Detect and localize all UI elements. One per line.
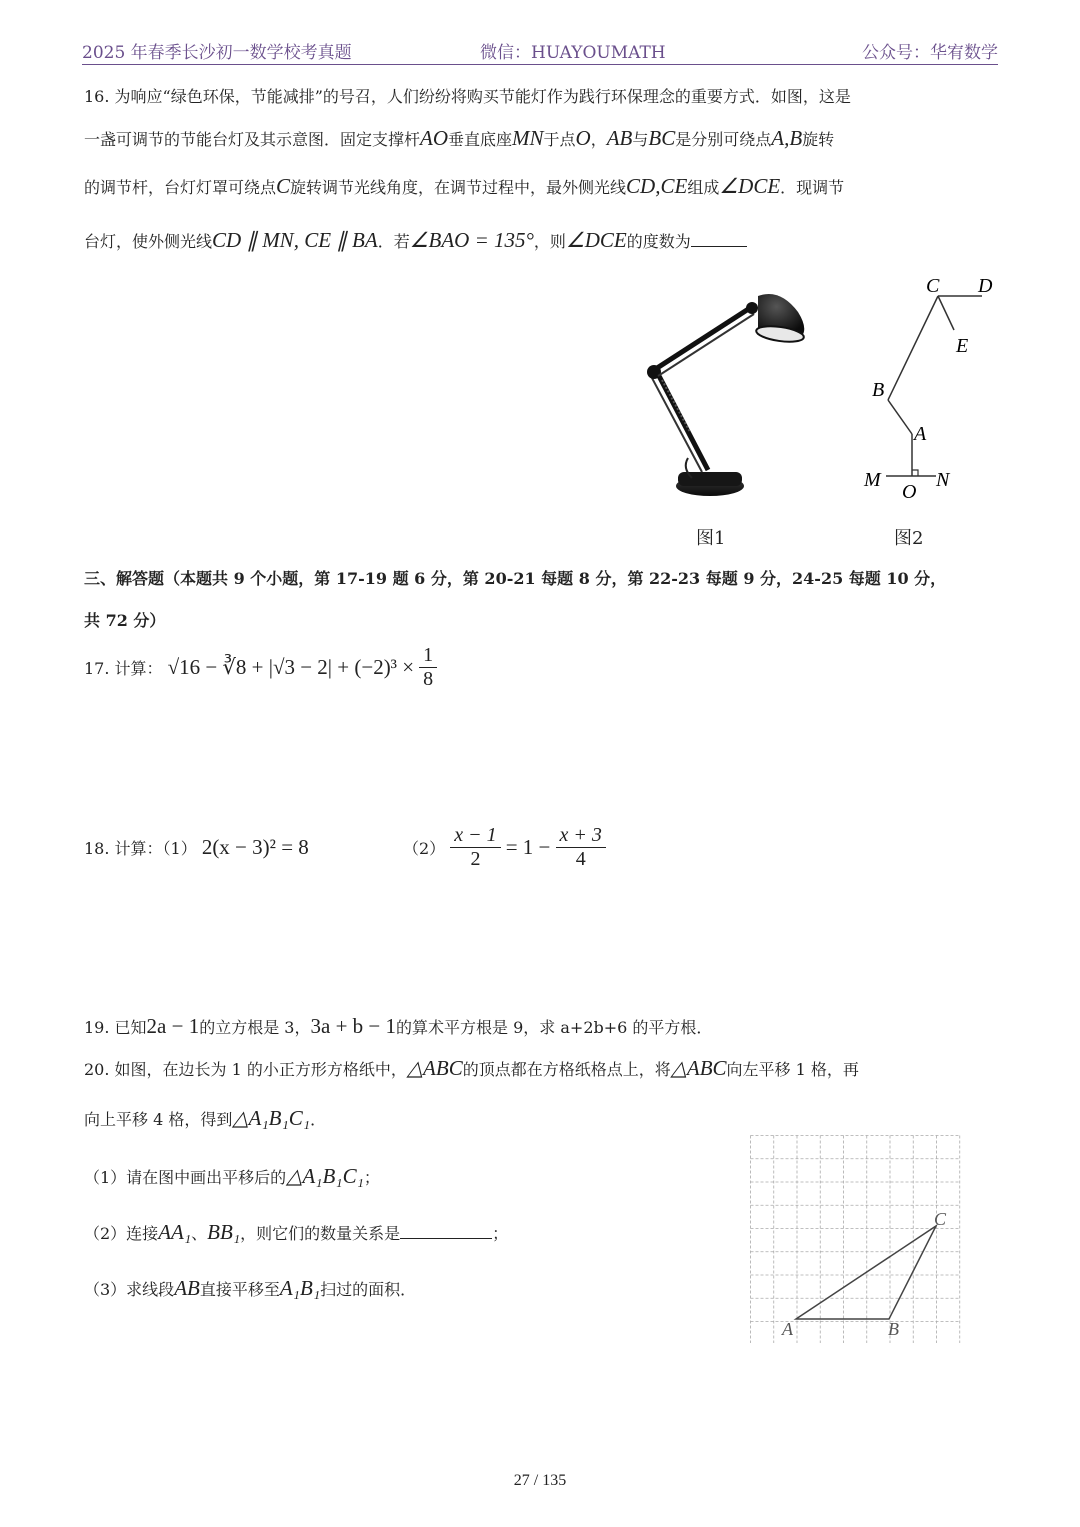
q20-line2: 向上平移 4 格，得到△A₁B₁C₁． xyxy=(84,1106,327,1130)
page-header xyxy=(82,34,998,65)
q20-line1: 20. 如图，在边长为 1 的小正方形方格纸中，△ABC的顶点都在方格纸格点上，将△ABC向左平移 1 格，再 xyxy=(84,1056,859,1080)
page-number: 27 / 135 xyxy=(513,1472,567,1489)
section3-heading: 三、解答题（本题共 9 个小题，第 17-19 题 6 分，第 20-21 每题 8 分，第 22-23 每题 9 分，24-25 每题 10 分， xyxy=(84,569,947,588)
fig1-caption: 图1 xyxy=(696,528,726,549)
q17: 17. 计算： √16 − ∛8 + |√3 − 2| + (−2)³ × $\frac{1}{8}$ xyxy=(84,644,437,691)
answer-blank xyxy=(691,246,747,247)
header-account: 公众号：华宥数学 xyxy=(862,43,998,63)
grid-label-A: A xyxy=(782,1319,793,1339)
q16-line3: 的调节杆，台灯灯罩可绕点C旋转调节光线角度，在调节过程中，最外侧光线CD,CE组成∠DCE．现调节 xyxy=(84,174,845,198)
q16-line4: 台灯，使外侧光线CD ∥ MN, CE ∥ BA．若∠BAO = 135°，则∠DCE的度数为 xyxy=(84,228,747,253)
q16-line2: 一盏可调节的节能台灯及其示意图．固定支撑杆AO垂直底座MN于点O，AB与BC是分别可绕点A,B旋转 xyxy=(84,126,835,150)
triangle-ABC xyxy=(796,1226,936,1319)
q19: 19. 已知2a − 1的立方根是 3，3a + b − 1的算术平方根是 9，求 a+2b+6 的平方根． xyxy=(84,1014,713,1038)
q18: 18. 计算：（1） 2(x − 3)² = 8 （2） $\frac{x - 1}{2}$ = 1 − $\frac{x + 3}{4}$ xyxy=(84,824,606,871)
grid-figure xyxy=(750,1135,962,1343)
header-wechat: 微信：HUAYOUMATH xyxy=(480,43,666,63)
answer-blank-q20 xyxy=(400,1238,492,1239)
q18-fraction-1: $\frac{x - 1}{2}$ xyxy=(450,824,500,871)
q16-line1: 16. 为响应“绿色环保，节能减排”的号召，人们纷纷将购买节能灯作为践行环保理念的重要方式．如图，这是 xyxy=(84,87,851,106)
q20-part3: （3）求线段AB直接平移至A₁B₁扫过的面积． xyxy=(84,1276,417,1300)
q18-fraction-2: $\frac{x + 3}{4}$ xyxy=(556,824,606,871)
label-E: E xyxy=(956,335,969,357)
label-D: D xyxy=(978,275,993,297)
label-M: M xyxy=(864,469,881,491)
header-title: 2025 年春季长沙初一数学校考真题 xyxy=(82,43,352,63)
label-O: O xyxy=(902,481,917,503)
label-B: B xyxy=(872,379,885,401)
grid-label-B: B xyxy=(888,1319,899,1339)
q17-fraction: $\frac{1}{8}$ xyxy=(419,644,437,691)
label-A: A xyxy=(914,423,927,445)
label-N: N xyxy=(936,469,950,491)
q20-part1: （1）请在图中画出平移后的△A₁B₁C₁； xyxy=(84,1164,380,1188)
desk-lamp-image xyxy=(630,282,820,502)
q20-part2: （2）连接AA₁、BB₁，则它们的数量关系是 ； xyxy=(84,1220,509,1244)
fig2-caption: 图2 xyxy=(894,528,924,549)
lamp-schematic-diagram xyxy=(858,272,1008,504)
label-C: C xyxy=(926,275,940,297)
grid-lines xyxy=(751,1136,960,1344)
section3-heading-cont: 共 72 分） xyxy=(84,611,166,630)
grid-label-C: C xyxy=(934,1209,947,1229)
